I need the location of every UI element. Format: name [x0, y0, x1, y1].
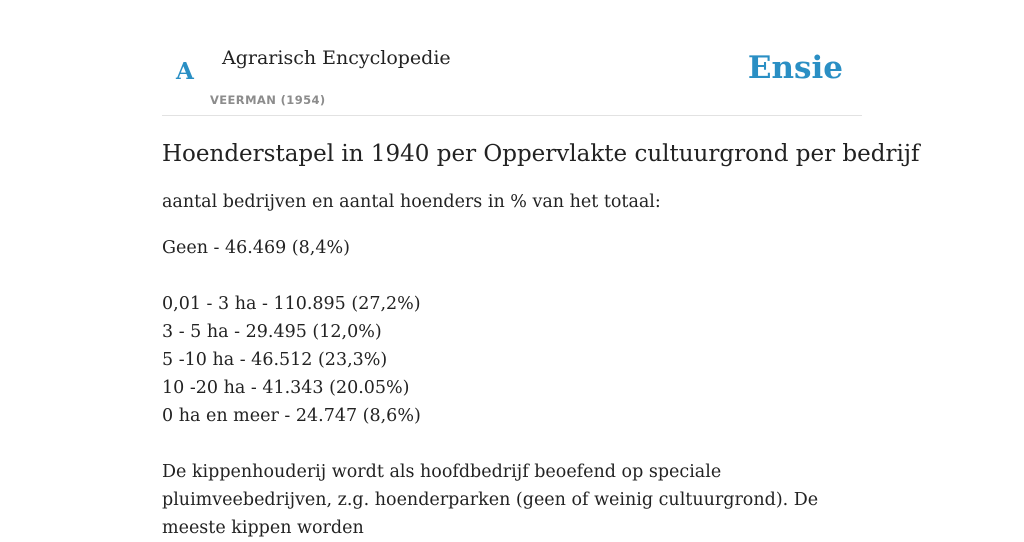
paragraph-gap: [162, 262, 862, 290]
book-author: VEERMAN (1954): [210, 93, 326, 107]
stat-line: 5 -10 ha - 46.512 (23,3%): [162, 350, 388, 370]
statistics-list: [162, 234, 862, 430]
stat-line: 0 ha en meer - 24.747 (8,6%): [162, 406, 421, 426]
book-header: [162, 40, 862, 116]
book-logo-letter[interactable]: A: [176, 58, 194, 85]
book-title-link[interactable]: Agrarisch Encyclopedie: [222, 47, 451, 69]
ensie-logo-link[interactable]: Ensie: [747, 50, 843, 86]
stat-line: 10 -20 ha - 41.343 (20.05%): [162, 378, 410, 398]
stat-line: 0,01 - 3 ha - 110.895 (27,2%): [162, 294, 421, 314]
stat-line-geen: Geen - 46.469 (8,4%): [162, 238, 350, 258]
entry-title: Hoenderstapel in 1940 per Oppervlakte cultuurgrond per bedrijf: [162, 141, 920, 167]
entry-body-paragraph: De kippenhouderij wordt als hoofdbedrijf beoefend op speciale pluimveebedrijven, z.g. hoenderparken (geen of weinig cultuurgrond). De meeste kippen worden: [162, 462, 819, 538]
stat-line: 3 - 5 ha - 29.495 (12,0%): [162, 322, 382, 342]
entry-content: [162, 138, 920, 542]
entry-intro: aantal bedrijven en aantal hoenders in % van het totaal:: [162, 192, 661, 212]
